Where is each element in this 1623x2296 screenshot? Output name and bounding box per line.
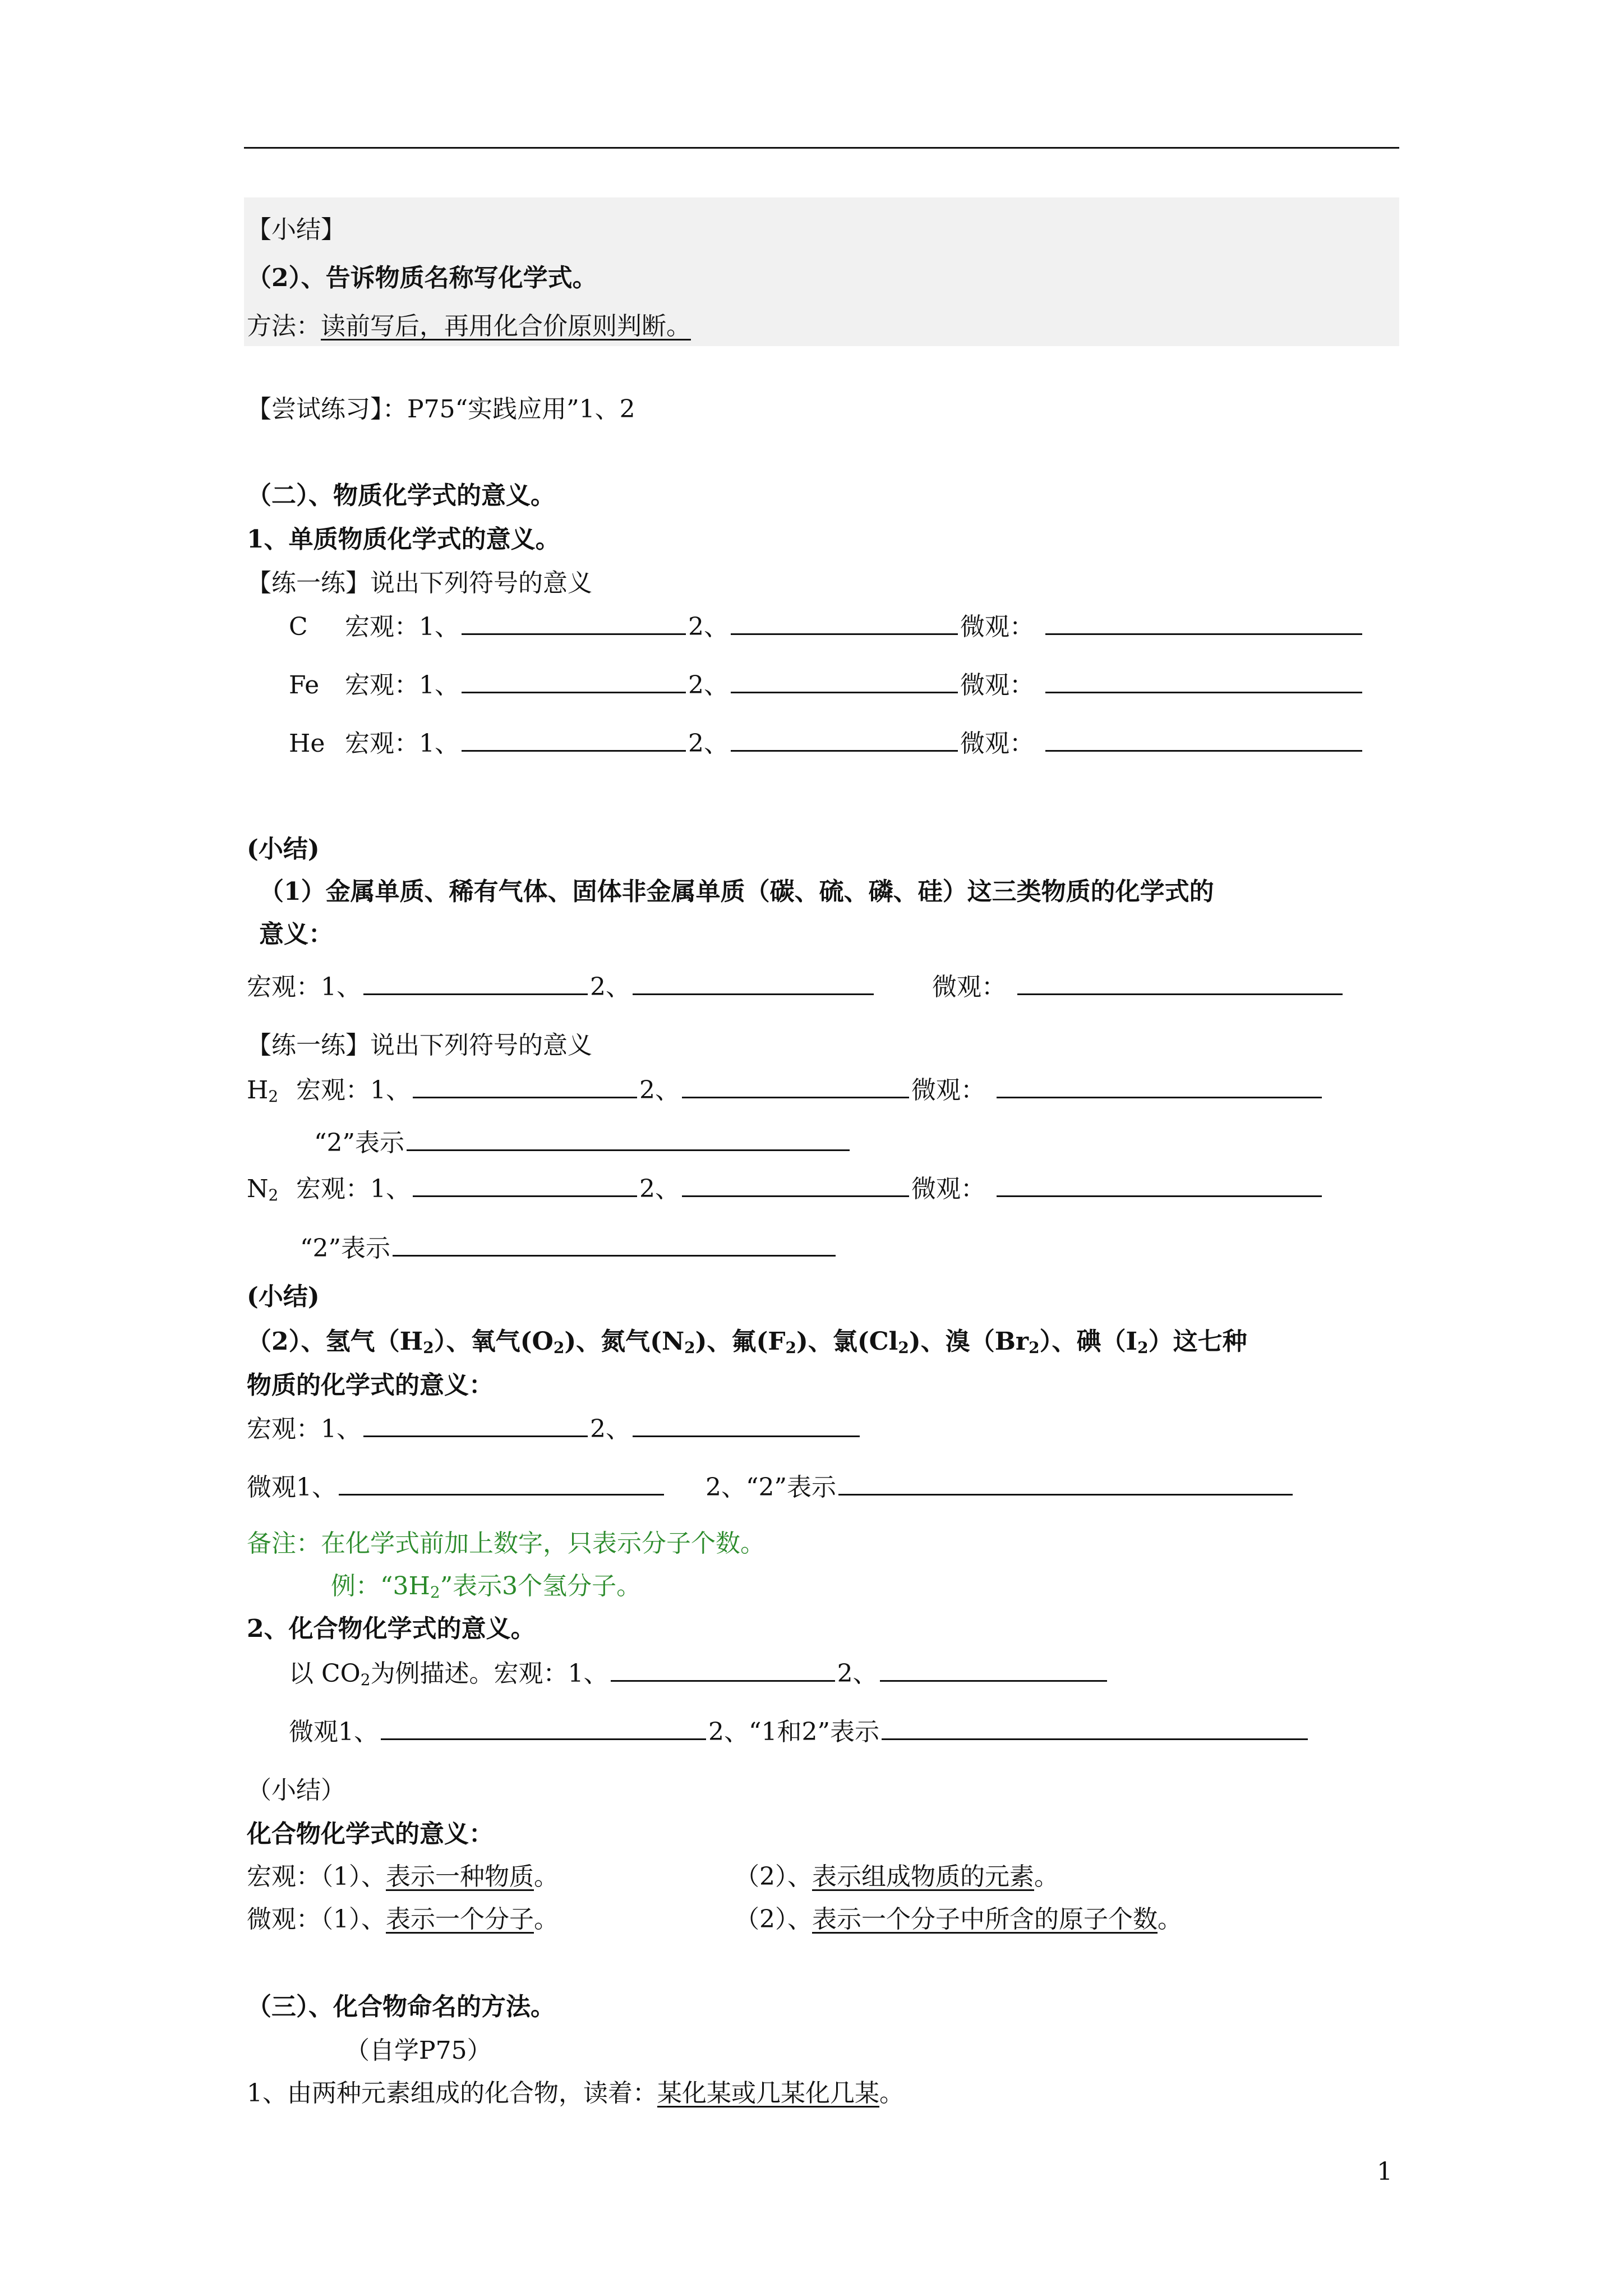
section3-rule1: 1、由两种元素组成的化合物，读着：某化某或几某化几某。 <box>247 2079 904 2108</box>
macro-label: 宏观：1、 <box>296 1175 411 1203</box>
answer-blank[interactable] <box>413 1080 637 1098</box>
summary2-answer-line <box>247 975 1345 1000</box>
summary4-macro-line: 宏观：（1）、表示一种物质。 <box>247 1862 559 1891</box>
macro-label: 宏观：1、 <box>296 1076 411 1105</box>
section3-self-study: （自学P75） <box>345 2036 492 2065</box>
answer-blank[interactable] <box>633 977 874 995</box>
section2-sub1: 1、单质物质化学式的意义。 <box>247 525 560 554</box>
section3-title: （三）、化合物命名的方法。 <box>247 1993 555 2021</box>
row-h2 <box>247 1078 1324 1105</box>
summary2-item1-line1: （1）金属单质、稀有气体、固体非金属单质（碳、硫、磷、硅）这三类物质的化学式的 <box>259 877 1214 906</box>
answer-blank[interactable] <box>339 1477 664 1496</box>
note-line2: 例：“$3H_2$”表示3个氢分子。 <box>331 1572 642 1602</box>
answer-blank[interactable] <box>633 1419 860 1437</box>
answer-blank[interactable] <box>731 616 958 635</box>
answer-blank[interactable] <box>838 1477 1293 1496</box>
answer-blank[interactable] <box>1045 675 1362 693</box>
row-n2 <box>247 1177 1324 1203</box>
summary-title: 【小结】 <box>247 215 345 244</box>
macro-label: 宏观：1、 <box>345 671 459 700</box>
macro-label: 宏观：1、 <box>345 729 459 758</box>
two-means-label: 2、“2”表示 <box>706 1473 836 1502</box>
answer-blank[interactable] <box>462 733 686 752</box>
summary3-line2: 物质的化学式的意义： <box>247 1371 494 1400</box>
page-number: 1 <box>1377 2157 1393 2186</box>
num-label: 2、 <box>688 613 728 641</box>
num-label: 2、 <box>639 1076 680 1105</box>
compound-micro-line <box>289 1720 1310 1745</box>
num-label: 2、 <box>590 973 630 1001</box>
symbol-c: C <box>289 613 308 641</box>
summary4-macro-line2: （2）、表示组成物质的元素。 <box>735 1862 1059 1891</box>
symbol-fe: Fe <box>289 671 320 700</box>
num-label: 2、 <box>590 1415 630 1443</box>
answer-blank[interactable] <box>731 733 958 752</box>
micro-label: 微观： <box>960 671 1034 700</box>
note-line1: 备注：在化学式前加上数字，只表示分子个数。 <box>247 1529 765 1558</box>
answer-blank[interactable] <box>682 1179 909 1197</box>
answer-blank[interactable] <box>997 1179 1322 1197</box>
answer-blank[interactable] <box>413 1179 637 1197</box>
micro-label: 微观： <box>960 613 1034 641</box>
answer-blank[interactable] <box>880 1663 1107 1682</box>
summary3-title: (小结) <box>247 1282 320 1311</box>
answer-blank[interactable] <box>1045 616 1362 635</box>
summary4-heading: 化合物化学式的意义： <box>247 1820 494 1848</box>
num-label: 2、 <box>639 1175 680 1203</box>
micro-label: 微观1、 <box>247 1473 336 1502</box>
method-label: 方法： <box>247 312 321 341</box>
section2-title: （二）、物质化学式的意义。 <box>247 481 555 510</box>
micro-label: 微观： <box>911 1076 985 1105</box>
micro-label: 微观： <box>911 1175 985 1203</box>
row-he <box>289 731 1364 756</box>
symbol-h2: $H_2$ <box>247 1076 279 1106</box>
practice2-label: 【练一练】说出下列符号的意义 <box>247 1031 592 1060</box>
summary4-micro-line: 微观：（1）、表示一个分子。 <box>247 1905 559 1934</box>
answer-blank[interactable] <box>1045 733 1362 752</box>
answer-blank[interactable] <box>1017 977 1343 995</box>
answer-blank[interactable] <box>731 675 958 693</box>
answer-blank[interactable] <box>682 1080 909 1098</box>
symbol-he: He <box>289 729 325 758</box>
method-text: 读前写后，再用化合价原则判断。 <box>321 312 691 341</box>
summary4-title: （小结） <box>247 1776 345 1805</box>
summary2-title: (小结) <box>247 835 320 863</box>
try-practice: 【尝试练习】：P75“实践应用”1、2 <box>247 395 635 424</box>
compound-example-line: 以 $CO_2$为例描述。宏观：1、 2、 <box>289 1662 1109 1688</box>
micro-label: 微观1、 <box>289 1718 379 1746</box>
answer-blank[interactable] <box>381 1722 706 1740</box>
summary3-line1: （2）、氢气$(H_2)$、氧气$(O_2)$、氮气$(N_2)$、氟$(F_2)$、氯$(Cl_2)$、溴$(Br_2)$、碘$(I_2)$这七种 <box>247 1327 1247 1357</box>
symbol-n2: $N_2$ <box>247 1175 279 1204</box>
answer-blank[interactable] <box>407 1133 850 1151</box>
answer-blank[interactable] <box>462 675 686 693</box>
summary4-micro-line2: （2）、表示一个分子中所含的原子个数。 <box>735 1905 1182 1934</box>
summary-subtitle: （2）、告诉物质名称写化学式。 <box>247 264 597 292</box>
num-label: 2、 <box>688 671 728 700</box>
micro-label: 微观： <box>932 973 1006 1001</box>
num-label: 2、 <box>837 1659 878 1688</box>
summary2-item1-line2: 意义： <box>259 920 333 949</box>
answer-blank[interactable] <box>462 616 686 635</box>
h2-two-means <box>314 1131 852 1156</box>
summary3-macro-line <box>247 1417 862 1442</box>
macro-label: 宏观：1、 <box>345 613 459 641</box>
n2-two-means <box>300 1236 838 1261</box>
method-line <box>247 314 691 339</box>
header-rule <box>244 147 1399 149</box>
answer-blank[interactable] <box>882 1722 1308 1740</box>
answer-blank[interactable] <box>997 1080 1322 1098</box>
macro-label: 宏观：1、 <box>247 1415 361 1443</box>
answer-blank[interactable] <box>363 1419 588 1437</box>
compound-title: 2、化合物化学式的意义。 <box>247 1614 536 1643</box>
micro-label: 微观： <box>960 729 1034 758</box>
answer-blank[interactable] <box>363 977 588 995</box>
row-fe <box>289 673 1364 698</box>
answer-blank[interactable] <box>611 1663 835 1682</box>
row-c <box>289 615 1364 639</box>
two-means-label: “2”表示 <box>314 1129 404 1157</box>
num-label: 2、 <box>688 729 728 758</box>
one-two-means-label: 2、“1和2”表示 <box>708 1718 879 1746</box>
answer-blank[interactable] <box>393 1238 836 1257</box>
two-means-label: “2”表示 <box>300 1234 390 1263</box>
practice-label: 【练一练】说出下列符号的意义 <box>247 569 592 597</box>
macro-label: 宏观：1、 <box>247 973 361 1001</box>
summary3-micro-line <box>247 1475 1295 1500</box>
